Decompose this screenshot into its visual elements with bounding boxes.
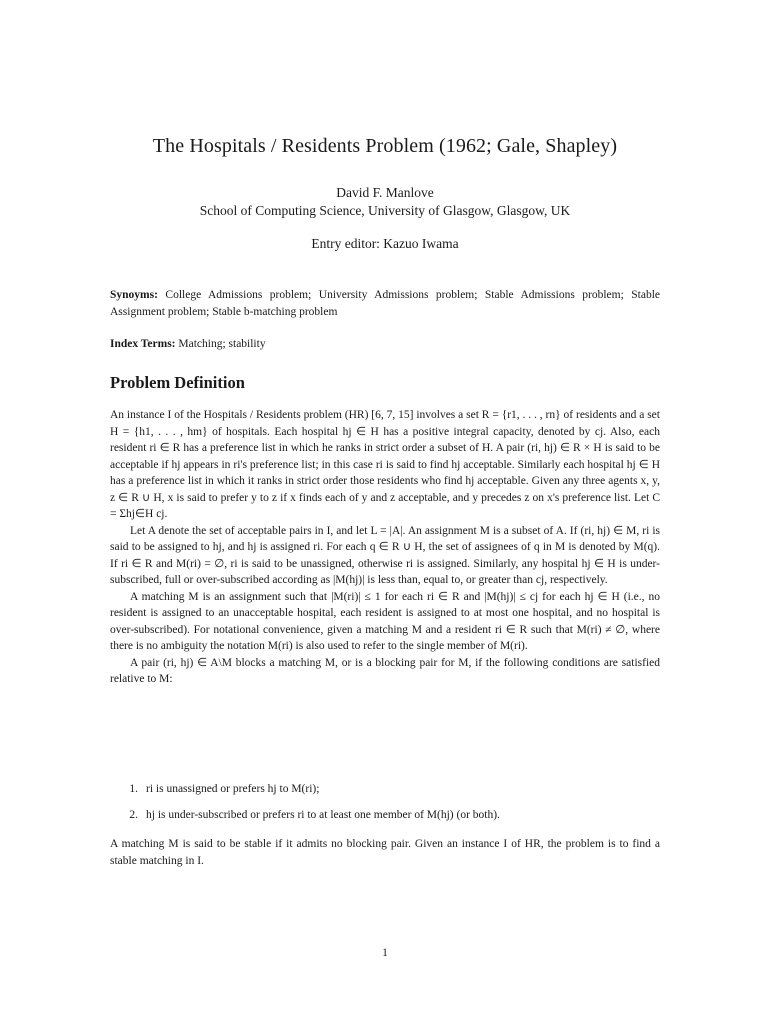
condition-number: 1.	[129, 783, 138, 795]
paragraph: A pair (ri, hj) ∈ A\M blocks a matching M, or is a blocking pair for M, if the following conditions are satisfied relative to M:	[110, 656, 660, 685]
condition-list-item	[110, 781, 660, 798]
synonyms-text: College Admissions problem; University Admissions problem; Stable Admissions problem; Stable Assignment problem; Stable b-matching problem	[110, 289, 660, 318]
index-terms-text: Matching; stability	[178, 338, 266, 350]
page-number: 1	[382, 947, 388, 959]
condition-number: 2.	[129, 809, 138, 821]
index-terms-block	[110, 336, 660, 353]
index-terms-label: Index Terms:	[110, 338, 176, 350]
problem-definition-body	[110, 407, 660, 688]
author-name: David F. Manlove	[336, 185, 434, 200]
closing-paragraph: A matching M is said to be stable if it admits no blocking pair. Given an instance I of HR, the problem is to find a stable matching in I.	[110, 838, 660, 867]
paragraph: A matching M is an assignment such that |M(ri)| ≤ 1 for each ri ∈ R and |M(hj)| ≤ cj for each hj ∈ H (i.e., no resident is assigned to an unacceptable hospital, each resident is assigned to at most one hospital, and no hospital is over-subscribed). For notational convenience, given a matching M and a resident ri ∈ R such that M(ri) ≠ ∅, where there is no ambiguity the notation M(ri) is also used to refer to the single member of M(ri).	[110, 590, 660, 652]
entry-editor: Entry editor: Kazuo Iwama	[311, 236, 459, 251]
paragraph: Let A denote the set of acceptable pairs in I, and let L = |A|. An assignment M is a subset of A. If (ri, hj) ∈ M, ri is said to be assigned to hj, and hj is assigned ri. For each q ∈ R ∪ H, the set of assignees of q in M is denoted by M(q). If ri ∈ R and M(ri) = ∅, ri is said to be unassigned, otherwise ri is assigned. Similarly, any hospital hj ∈ H is under-subscribed, full or over-subscribed according as |M(hj)| is less than, equal to, or greater than cj, respectively.	[110, 524, 660, 586]
author-affiliation: School of Computing Science, University of Glasgow, Glasgow, UK	[199, 203, 571, 218]
paragraph: An instance I of the Hospitals / Residents problem (HR) [6, 7, 15] involves a set R = {r1, . . . , rn} of residents and a set H = {h1, . . . , hm} of hospitals. Each hospital hj ∈ H has a positive integral capacity, denoted by cj. Also, each resident ri ∈ R has a preference list in which he ranks in strict order a subset of H. A pair (ri, hj) ∈ R × H is said to be acceptable if hj appears in ri's preference list; in this case ri is said to find hj acceptable. Similarly each hospital hj ∈ H has a preference list in which it ranks in strict order those residents who find hj acceptable. Given any three agents x, y, z ∈ R ∪ H, x is said to prefer y to z if x finds each of y and z acceptable, and y precedes z on x's preference list. Let C = Σhj∈H cj.	[110, 409, 660, 520]
condition-list-item	[110, 807, 660, 824]
synonyms-block	[110, 287, 660, 320]
synonyms-label: Synoyms:	[110, 289, 158, 301]
paper-title: The Hospitals / Residents Problem (1962; Gale, Shapley)	[152, 135, 618, 157]
condition-text: hj is under-subscribed or prefers ri to at least one member of M(hj) (or both).	[146, 809, 500, 821]
condition-text: ri is unassigned or prefers hj to M(ri);	[146, 783, 320, 795]
paper-page	[110, 0, 660, 1024]
section-heading-problem-definition: Problem Definition	[110, 373, 245, 392]
